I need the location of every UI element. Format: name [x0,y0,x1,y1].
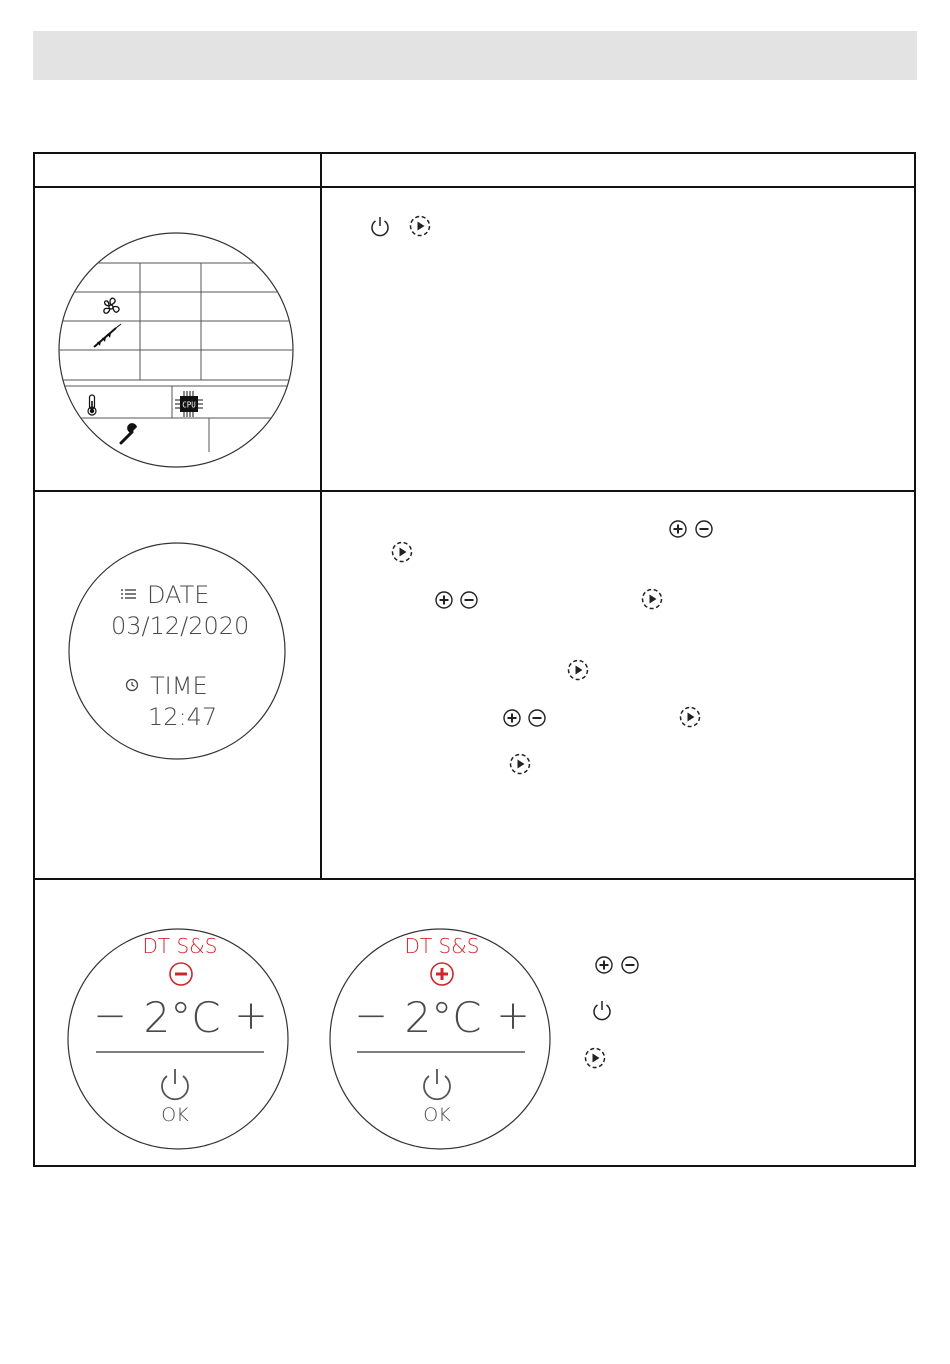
play-icon [390,540,414,564]
adjust-title: DT S&S [142,934,218,958]
temperature-value: 2°C [404,993,482,1042]
play-icon [640,587,664,611]
wrench-icon [118,424,140,446]
thermometer-icon [86,394,98,416]
increase-sign: + [234,993,268,1039]
adjust-display-minus [66,928,290,1150]
cpu-icon [175,391,203,417]
auger-icon [92,322,122,350]
plus-icon [434,590,454,610]
play-icon [408,214,432,238]
decrease-sign: − [93,993,127,1039]
minus-icon [459,590,479,610]
power-icon [590,998,614,1022]
play-icon [566,658,590,682]
increase-sign: + [496,993,530,1039]
play-icon [583,1046,607,1070]
plus-icon [502,708,522,728]
column-divider [320,154,322,880]
ok-label: OK [423,1104,451,1126]
time-value: 12:47 [148,703,218,731]
section-header-bar [33,31,917,80]
decrease-sign: − [354,993,388,1039]
ok-label: OK [161,1104,189,1126]
status-display [58,232,294,468]
minus-icon [620,955,640,975]
minus-icon [527,708,547,728]
play-icon [508,752,532,776]
date-value: 03/12/2020 [111,612,250,640]
cpu-chip-label: CPU [182,400,196,410]
date-label: DATE [147,581,210,609]
minus-icon [694,519,714,539]
adjust-display-plus [328,928,552,1150]
row-divider-2 [35,878,914,880]
plus-icon [594,955,614,975]
row-divider-1 [35,490,914,492]
table-header-divider [35,186,914,188]
fan-icon [100,296,122,318]
plus-icon [668,519,688,539]
power-icon [368,214,392,238]
play-icon [678,705,702,729]
datetime-display [68,542,286,760]
adjust-title: DT S&S [404,934,480,958]
temperature-value: 2°C [143,993,221,1042]
time-label: TIME [150,672,208,700]
